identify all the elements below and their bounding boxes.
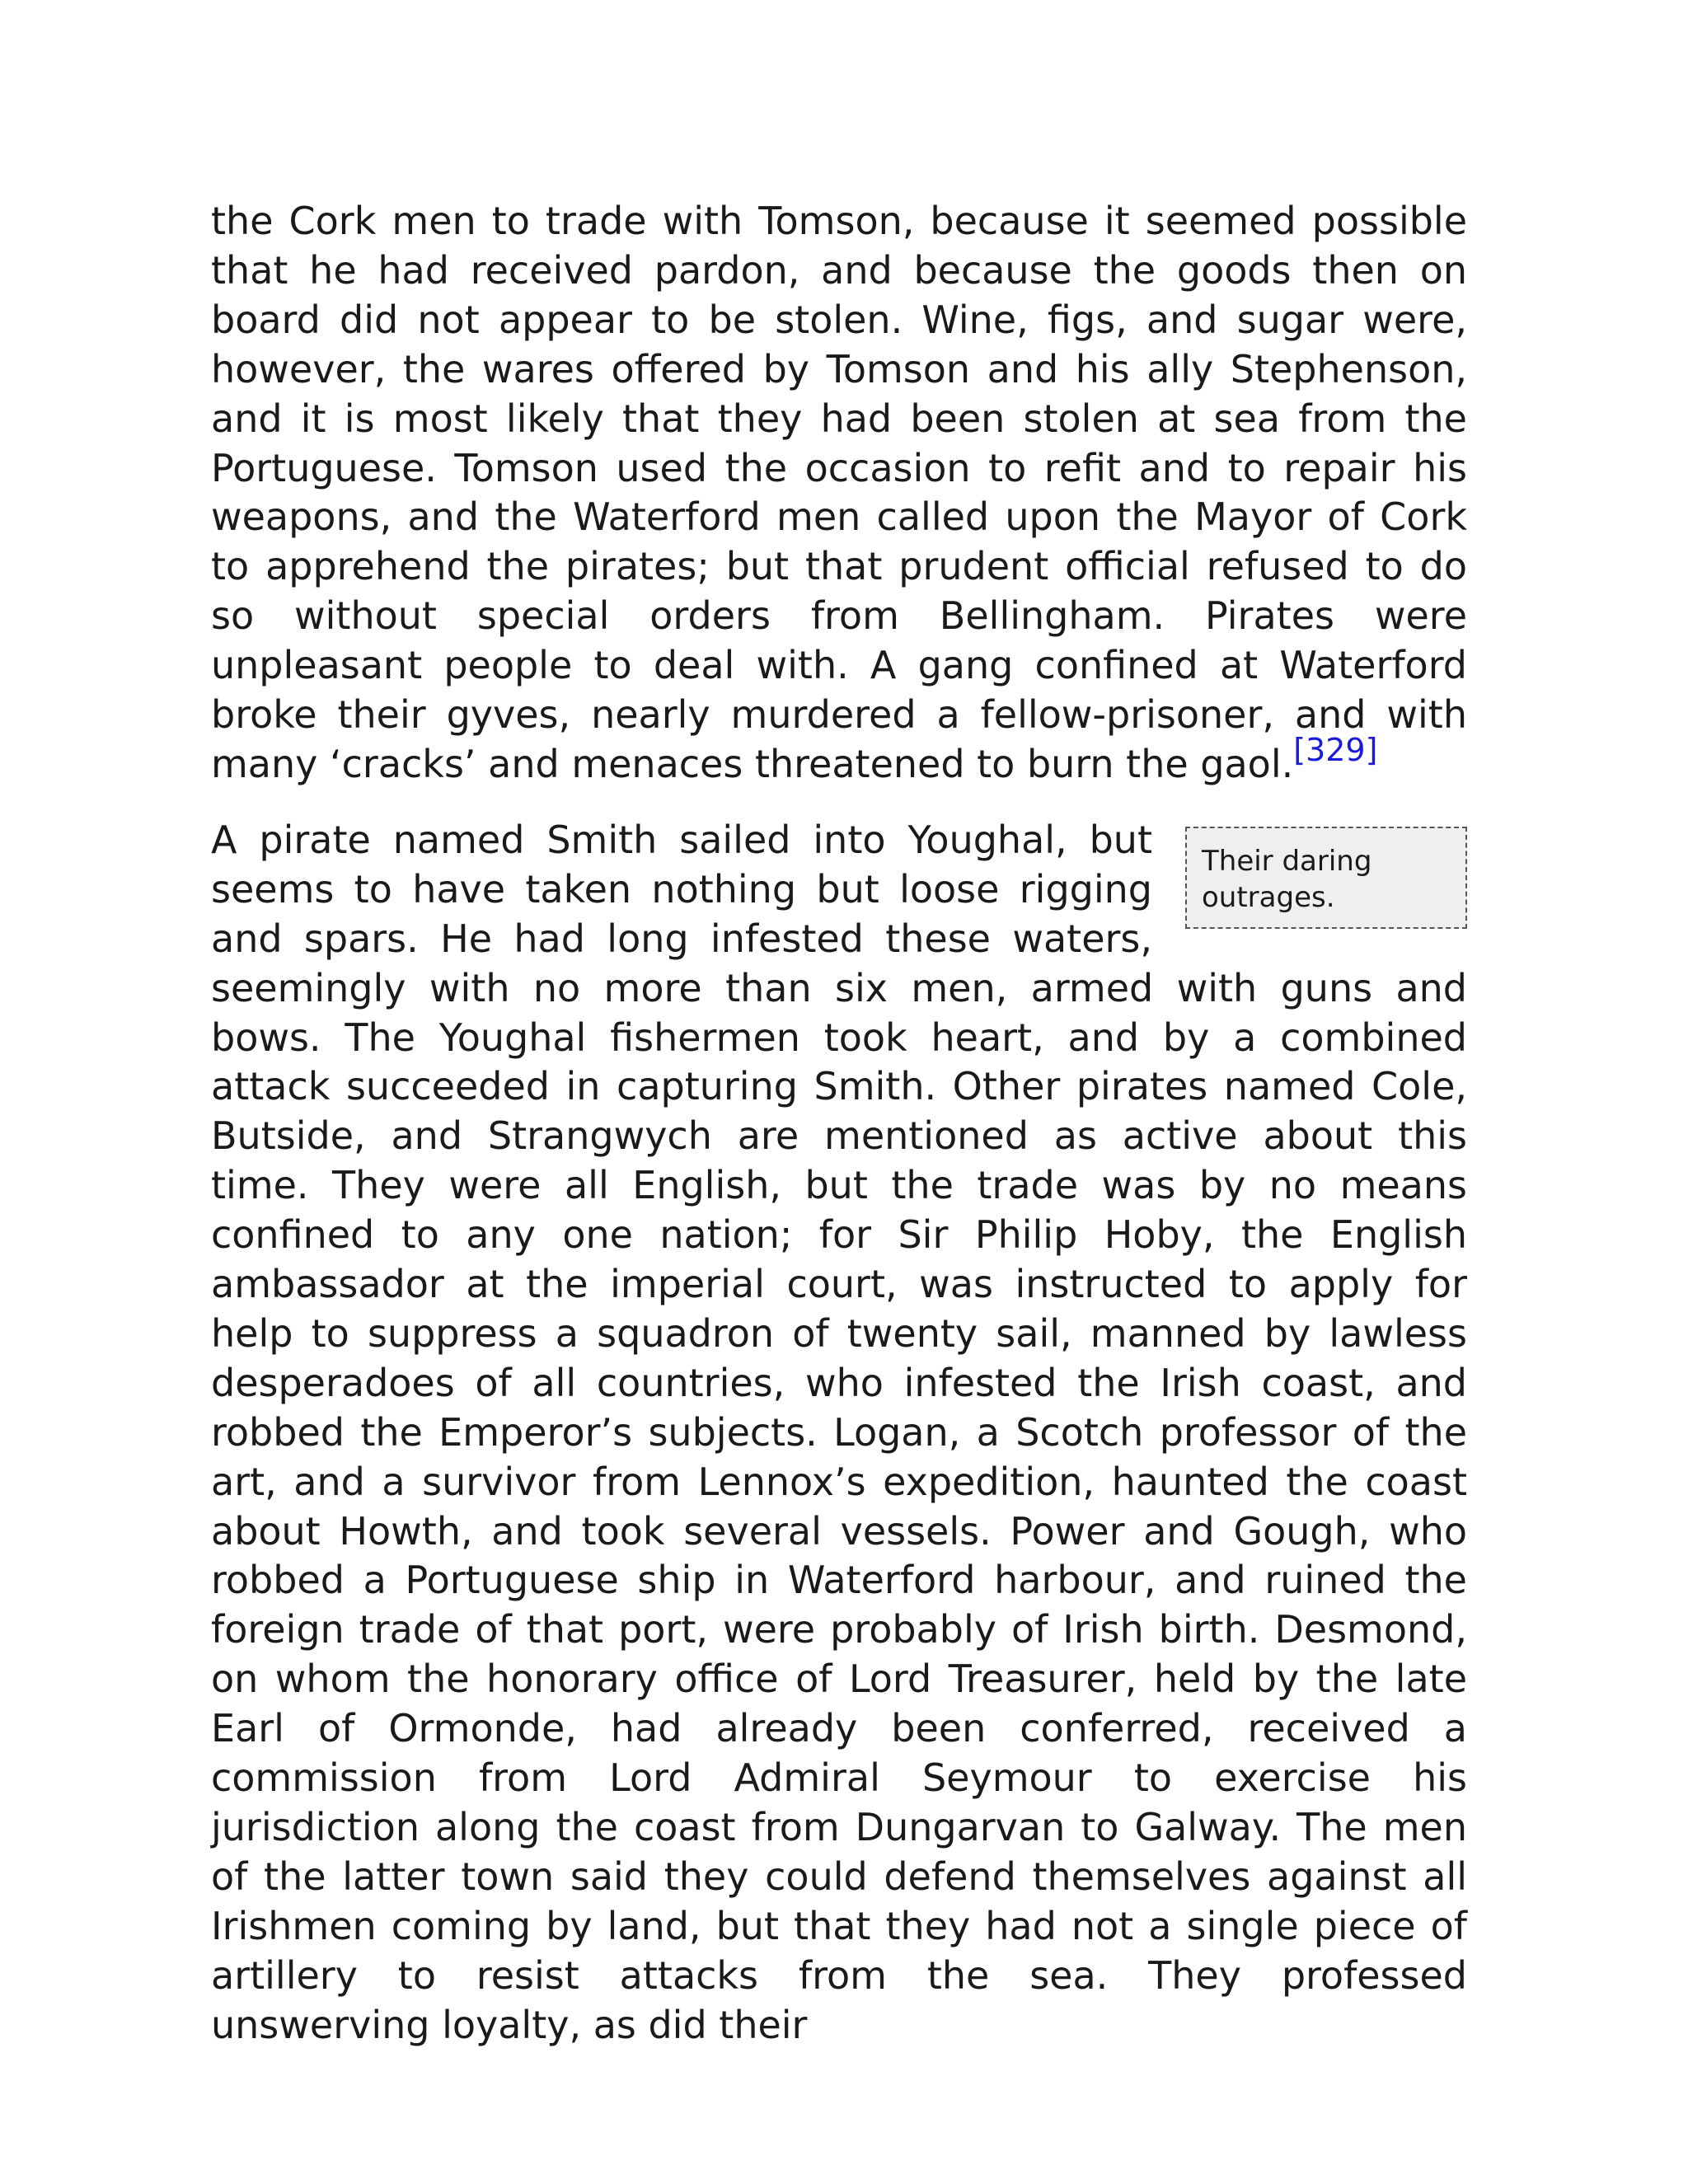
paragraph-1 — [211, 197, 1467, 790]
paragraph-2 — [211, 816, 1467, 2050]
paragraph-1-text: the Cork men to trade with Tomson, because it seemed possible that he had received pardon, and because the goods then on board did not appear to be stolen. Wine, figs, and sugar were, however, the wares offered by Tomson and his ally Stephenson, and it is most likely that they had been stolen at sea from the Portuguese. Tomson used the occasion to refit and to repair his weapons, and the Waterford men called upon the Mayor of Cork to apprehend the pirates; but that prudent official refused to do so without special orders from Bellingham. Pirates were unpleasant people to deal with. A gang confined at Waterford broke their gyves, nearly murdered a fellow-prisoner, and with many ‘cracks’ and menaces threatened to burn the gaol. — [211, 199, 1467, 786]
margin-sidenote: Their daring outrages. — [1185, 827, 1467, 929]
paragraph-2-text: A pirate named Smith sailed into Youghal, but seems to have taken nothing but loose rigging and spars. He had long infested these waters, seemingly with no more than six men, armed with guns and bows. The Youghal fishermen took heart, and by a combined attack succeeded in capturing Smith. Other pirates named Cole, Butside, and Strangwych are mentioned as active about this time. They were all English, but the trade was by no means confined to any one nation; for Sir Philip Hoby, the English ambassador at the imperial court, was instructed to apply for help to suppress a squadron of twenty sail, manned by lawless desperadoes of all countries, who infested the Irish coast, and robbed the Emperor’s subjects. Logan, a Scotch professor of the art, and a survivor from Lennox’s expedition, haunted the coast about Howth, and took several vessels. Power and Gough, who robbed a Portuguese ship in Waterford harbour, and ruined the foreign trade of that port, were probably of Irish birth. Desmond, on whom the honorary office of Lord Treasurer, held by the late Earl of Ormonde, had already been conferred, received a commission from Lord Admiral Seymour to exercise his jurisdiction along the coast from Dungarvan to Galway. The men of the latter town said they could defend themselves against all Irishmen coming by land, but that they had not a single piece of artillery to resist attacks from the sea. They professed unswerving loyalty, as did their — [211, 817, 1467, 2047]
footnote-ref-329[interactable]: [329] — [1293, 731, 1378, 768]
page-content — [211, 197, 1467, 2050]
